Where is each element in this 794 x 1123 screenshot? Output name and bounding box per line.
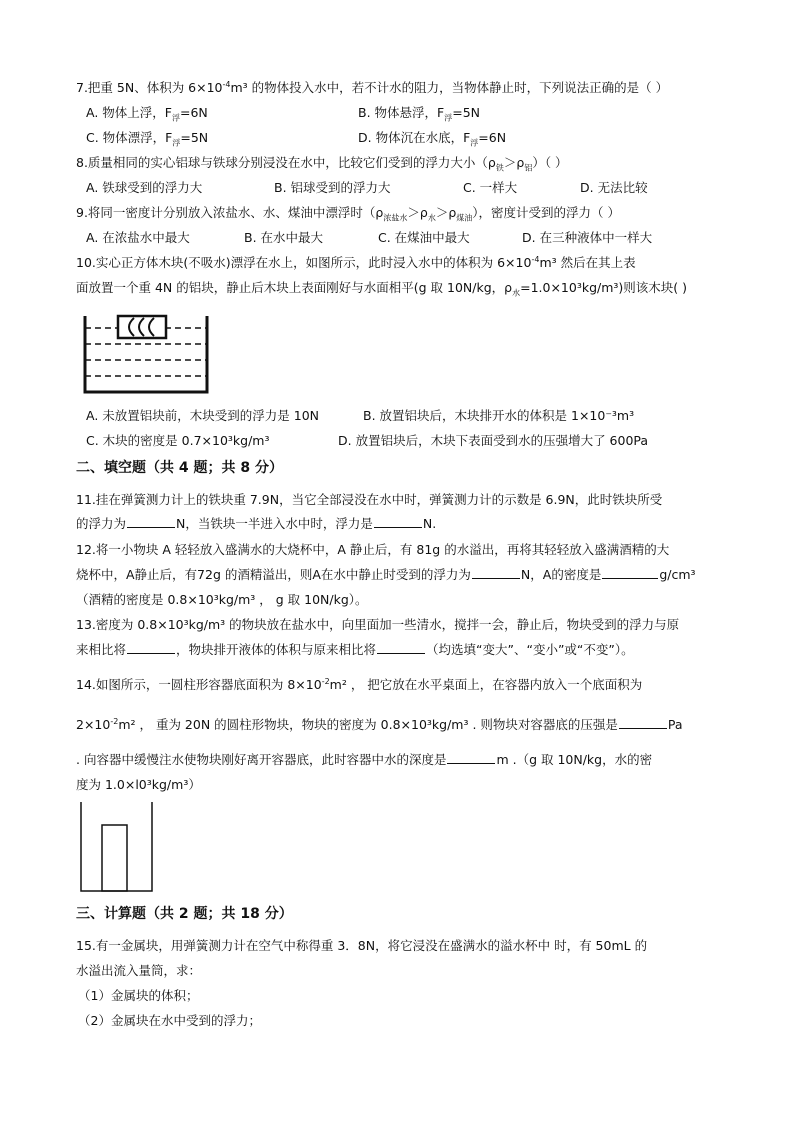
q7-option-c: C. 物体漂浮，$F_浮=5N$ [86,130,209,148]
q9-stem: 9.将同一密度计分别放入浓盐水、水、煤油中漂浮时$(\rho_{浓盐水}>\rho_水>\rho_{煤油})$，密度计受到的浮力（ ） [76,205,620,223]
q10-stem-line2: 面放置一个重 4N 的铝块，静止后木块上表面刚好与水面相平(g 取 10N/kg，$\rho_水=1.0\times 10^3kg/m^3$)则该木块( ) [76,280,688,298]
q14-line4: 度为 1.0×l0³kg/m³） [76,777,201,792]
answer-blank[interactable] [374,515,422,528]
q14-figure [78,802,156,894]
q7-stem: 7.把重 5N、体积为 $6\times 10^{-4}m^3$ 的物体投入水中，若不计水的阻力，当物体静止时，下列说法正确的是（ ） [76,79,669,95]
q15-subquestion-1: （1）金属块的体积； [78,988,199,1003]
q10-option-a: A. 未放置铝块前，木块受到的浮力是 10N [86,408,320,423]
answer-blank[interactable] [619,716,667,729]
q9-option-a: A. 在浓盐水中最大 [86,230,190,245]
q13-line1: 13.密度为 0.8×10³kg/m³ 的物块放在盐水中，向里面加一些清水，搅拌一会，静止后，物块受到的浮力与原 [76,617,680,632]
q14-line3: . 向容器中缓慢注水使物块刚好离开容器底，此时容器中水的深度是 m .（g 取 10N/kg，水的密 [76,752,653,767]
q8-option-d: D. 无法比较 [580,180,648,195]
q9-option-b: B. 在水中最大 [244,230,324,245]
q10-option-d: D. 放置铝块后，木块下表面受到水的压强增大了 600Pa [338,433,649,448]
q9-option-c: C. 在煤油中最大 [378,230,470,245]
q12-line1: 12.将一小物块 A 轻轻放入盛满水的大烧杯中，A 静止后，有 81g 的水溢出，再将其轻轻放入盛满酒精的大 [76,542,670,557]
q7-option-a: A. 物体上浮，$F_浮=6N$ [86,105,208,123]
q12-line2: 烧杯中，A静止后，有72g 的酒精溢出，则A在水中静止时受到的浮力为 N，A的密度是 g/cm³ [76,567,696,582]
q13-line2: 来相比将 ，物块排开液体的体积与原来相比将 （均选填“变大”、“变小”或“不变”）。 [76,642,634,657]
q10-option-b: B. 放置铝块后，木块排开水的体积是 1×10⁻³m³ [363,408,635,423]
answer-blank[interactable] [127,515,175,528]
q10-stem-line1: 10.实心正方体木块(不吸水)漂浮在水上，如图所示，此时浸入水中的体积为 $6\times 10^{-4}m^3$ 然后在其上表 [76,254,636,270]
q8-option-c: C. 一样大 [463,180,518,195]
q12-line3: （酒精的密度是 0.8×10³kg/m³ ， g 取 10N/kg）。 [76,592,368,607]
answer-blank[interactable] [602,566,658,579]
q10-figure [82,310,212,396]
q7-option-b: B. 物体悬浮，$F_浮=5N$ [358,105,480,123]
q8-stem: 8.质量相同的实心铝球与铁球分别浸没在水中，比较它们受到的浮力大小$(\rho_铁>\rho_铝)$（ ） [76,155,568,173]
q15-line2: 水溢出流入量筒，求： [76,963,202,978]
q8-option-b: B. 铝球受到的浮力大 [274,180,391,195]
answer-blank[interactable] [377,641,425,654]
q14-line2: $2\times 10^{-2}m^2$ ， 重为 20N 的圆柱形物块，物块的密度为 0.8×10³kg/m³ . 则物块对容器底的压强是 Pa [76,716,683,732]
q11-line2: 的浮力为 N，当铁块一半进入水中时，浮力是 N. [76,516,437,531]
q7-option-d: D. 物体沉在水底，$F_浮=6N$ [358,130,507,148]
q11-line1: 11.挂在弹簧测力计上的铁块重 7.9N，当它全部浸没在水中时，弹簧测力计的示数是 6.9N，此时铁块所受 [76,492,663,507]
q9-option-d: D. 在三种液体中一样大 [522,230,653,245]
answer-blank[interactable] [472,566,520,579]
q15-line1: 15.有一金属块，用弹簧测力计在空气中称得重 3．8N，将它浸没在盛满水的溢水杯中 时，有 50mL 的 [76,938,648,953]
answer-blank[interactable] [127,641,175,654]
q10-option-c: C. 木块的密度是 0.7×10³kg/m³ [86,433,270,448]
section-heading-fill-blank: 二、填空题（共 4 题；共 8 分） [76,460,283,476]
q14-line1: 14.如图所示，一圆柱形容器底面积为 $8\times 10^{-2}m^2$ ， 把它放在水平桌面上，在容器内放入一个底面积为 [76,676,643,692]
answer-blank[interactable] [447,751,495,764]
section-heading-calculation: 三、计算题（共 2 题；共 18 分） [76,906,293,922]
q8-option-a: A. 铁球受到的浮力大 [86,180,203,195]
q15-subquestion-2: （2）金属块在水中受到的浮力； [78,1013,261,1028]
